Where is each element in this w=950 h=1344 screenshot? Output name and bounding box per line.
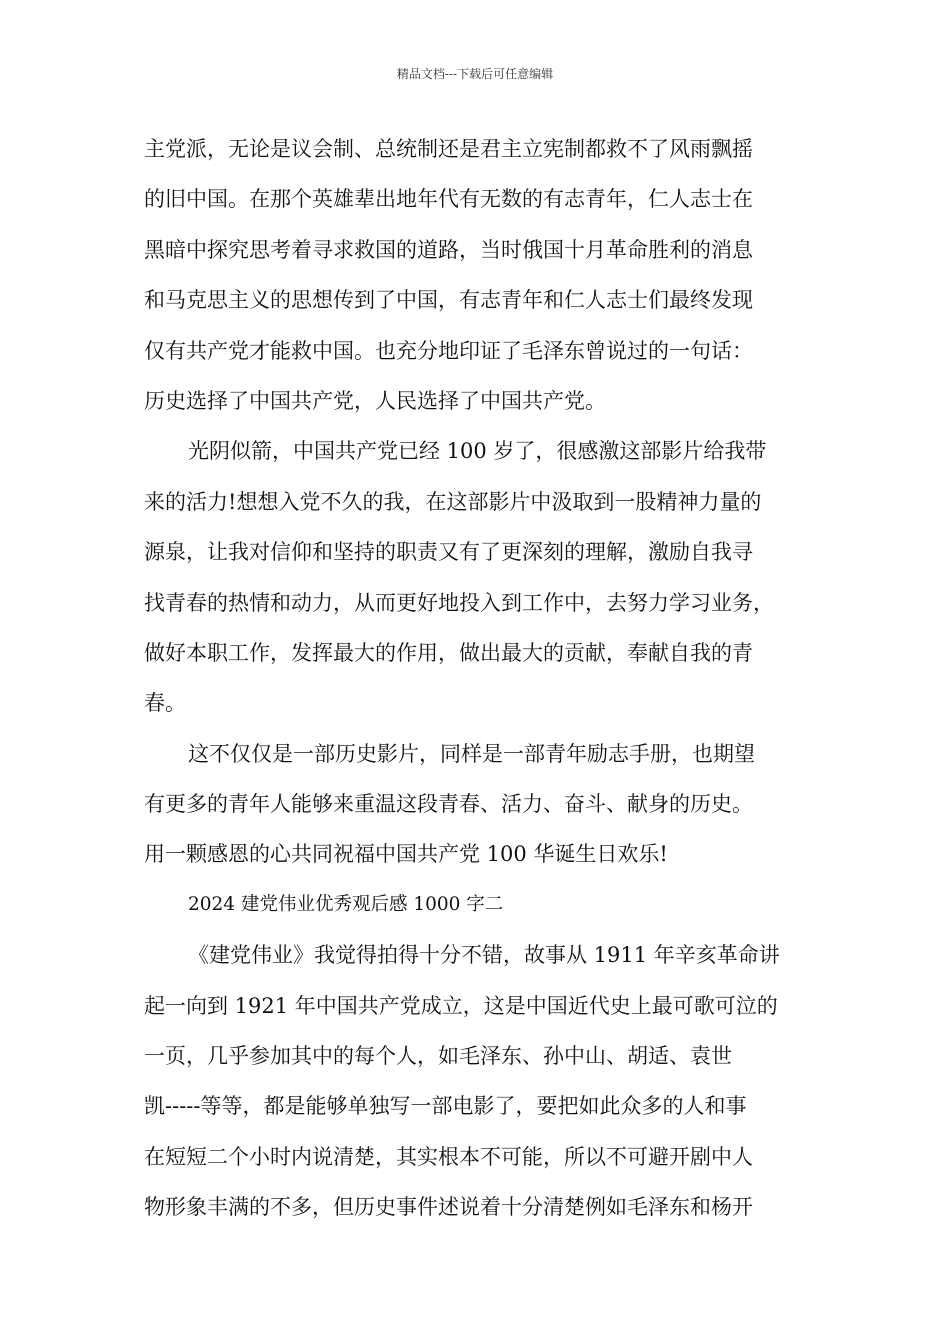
text-line: 的旧中国。在那个英雄辈出地年代有无数的有志青年，仁人志士在	[144, 187, 753, 212]
paragraph-first-line: 《建党伟业》我觉得拍得十分不错，故事从 1911 年辛亥革命讲	[188, 943, 780, 968]
text-line: 和马克思主义的思想传到了中国，有志青年和仁人志士们最终发现	[144, 288, 753, 313]
text-line: 有更多的青年人能够来重温这段青春、活力、奋斗、献身的历史。	[144, 792, 753, 817]
text-line: 凯-----等等，都是能够单独写一部电影了，要把如此众多的人和事	[144, 1094, 747, 1119]
paragraph-first-line: 光阴似箭，中国共产党已经 100 岁了，很感激这部影片给我带	[188, 439, 767, 464]
text-line: 在短短二个小时内说清楚，其实根本不可能，所以不可避开剧中人	[144, 1144, 753, 1169]
text-line: 物形象丰满的不多，但历史事件述说着十分清楚例如毛泽东和杨开	[144, 1195, 753, 1220]
section-subtitle: 2024 建党伟业优秀观后感 1000 字二	[188, 893, 504, 915]
text-line: 源泉，让我对信仰和坚持的职责又有了更深刻的理解，激励自我寻	[144, 540, 753, 565]
text-line: 主党派，无论是议会制、总统制还是君主立宪制都救不了风雨飘摇	[144, 137, 753, 161]
page-header: 精品文档---下载后可任意编辑	[396, 67, 554, 81]
text-line: 仅有共产党才能救中国。也充分地印证了毛泽东曾说过的一句话：	[144, 338, 753, 363]
paragraph-first-line: 这不仅仅是一部历史影片，同样是一部青年励志手册，也期望	[188, 741, 755, 766]
text-line: 一页，几乎参加其中的每个人，如毛泽东、孙中山、胡适、袁世	[144, 1044, 732, 1069]
text-line: 来的活力!想想入党不久的我，在这部影片中汲取到一股精神力量的	[144, 489, 762, 514]
document-body	[144, 124, 824, 1233]
text-line: 起一向到 1921 年中国共产党成立，这是中国近代史上最可歌可泣的	[144, 993, 778, 1018]
text-line: 找青春的热情和动力，从而更好地投入到工作中，去努力学习业务，	[144, 590, 774, 615]
text-line: 黑暗中探究思考着寻求救国的道路，当时俄国十月革命胜利的消息	[144, 237, 753, 262]
text-line: 用一颗感恩的心共同祝福中国共产党 100 华诞生日欢乐!	[144, 842, 668, 867]
text-line: 历史选择了中国共产党，人民选择了中国共产党。	[144, 388, 606, 413]
text-line: 做好本职工作，发挥最大的作用，做出最大的贡献，奉献自我的青	[144, 640, 753, 665]
text-line: 春。	[144, 691, 186, 716]
